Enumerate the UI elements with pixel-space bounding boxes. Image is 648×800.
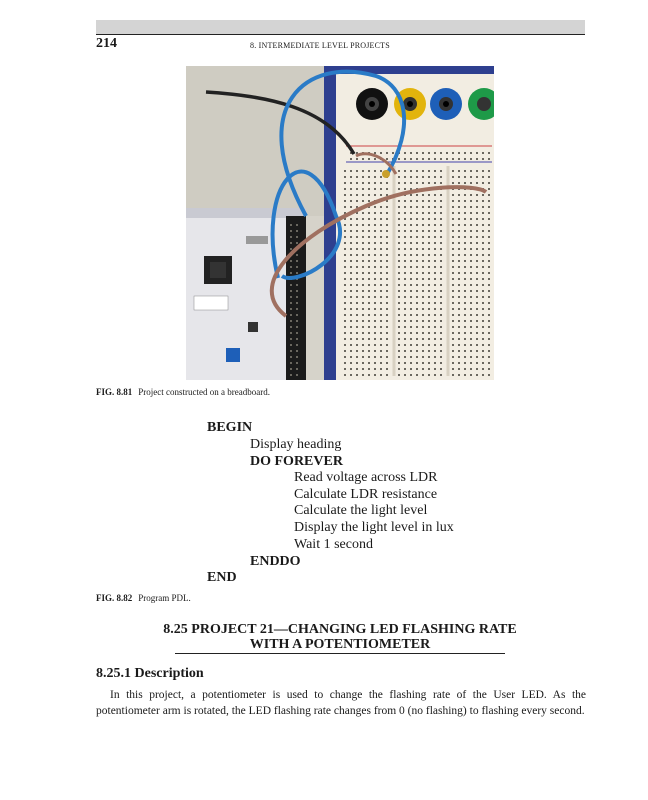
- pdl-line: Wait 1 second: [294, 537, 373, 552]
- header-rule: [96, 34, 585, 35]
- pdl-line: Display heading: [250, 437, 342, 452]
- section-title-line2: WITH A POTENTIOMETER: [249, 637, 431, 652]
- section-title-line1: 8.25 PROJECT 21—CHANGING LED FLASHING RATE: [163, 622, 517, 637]
- figure-label: FIG. 8.81: [96, 387, 133, 397]
- pdl-line: DO FOREVER: [250, 454, 343, 469]
- pdl-line: Calculate LDR resistance: [294, 487, 438, 502]
- header-bar: [96, 20, 585, 34]
- terminal-blue: [430, 88, 462, 120]
- pdl-line: Display the light level in lux: [294, 520, 454, 535]
- figure-label: FIG. 8.82: [96, 593, 133, 603]
- pdl-line: Read voltage across LDR: [294, 470, 438, 485]
- subsection-title: 8.25.1 Description: [96, 666, 204, 681]
- pdl-line: Calculate the light level: [294, 503, 428, 518]
- pdl-line: END: [207, 570, 237, 585]
- running-head: 8. INTERMEDIATE LEVEL PROJECTS: [250, 41, 390, 50]
- terminal-black: [356, 88, 388, 120]
- pdl-line: BEGIN: [207, 420, 253, 435]
- breadboard-illustration: [186, 66, 494, 380]
- body-paragraph: In this project, a potentiometer is used to change the flashing rate of the User LED. As the potentiometer arm is rotated, the LED flashing rate changes from 0 (no flashing) to flashing every second.: [96, 689, 586, 717]
- figure-8-81-caption: [96, 387, 270, 397]
- figure-8-82-caption: [96, 593, 191, 603]
- figure-caption-text: Project constructed on a breadboard.: [138, 387, 270, 397]
- figure-caption-text: Program PDL.: [138, 593, 191, 603]
- breadboard-photo: [186, 66, 494, 380]
- page-number: 214: [96, 36, 117, 51]
- section-title-rule: [175, 653, 505, 654]
- pdl-line: ENDDO: [250, 554, 301, 569]
